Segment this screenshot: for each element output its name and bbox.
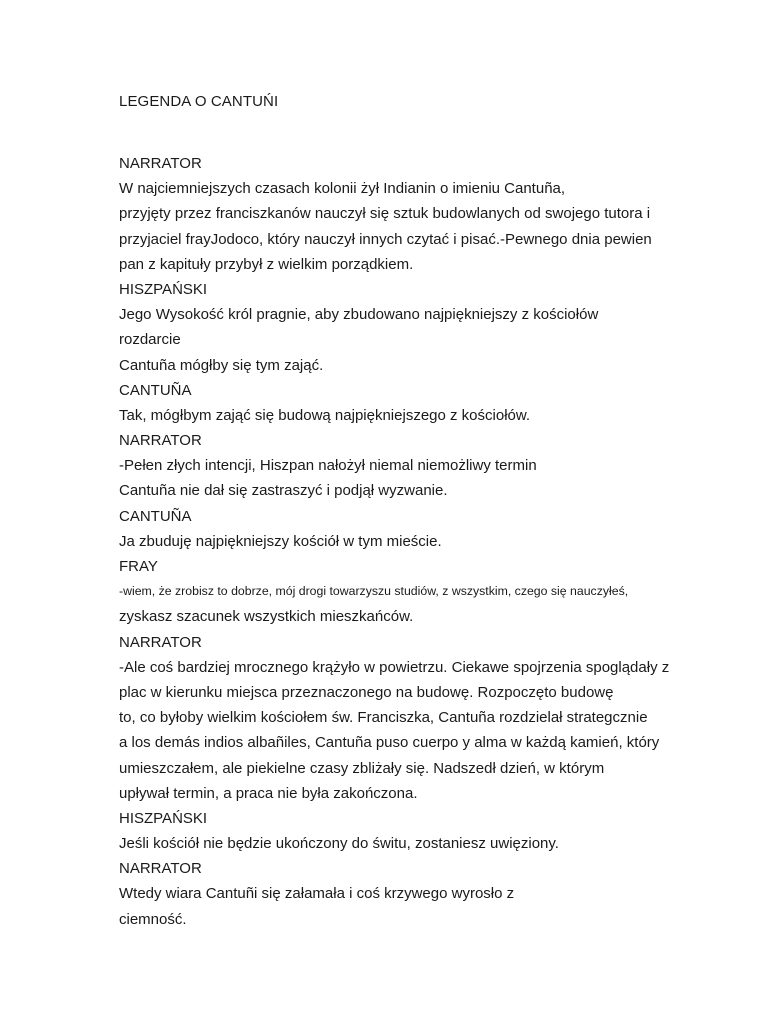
document-title: LEGENDA O CANTUŃI <box>119 93 279 110</box>
text-line: a los demás indios albañiles, Cantuña puso cuerpo y alma w każdą kamień, który <box>119 734 660 752</box>
text-line: Jego Wysokość król pragnie, aby zbudowano najpiękniejszy z kościołów <box>119 306 599 324</box>
text-line: Wtedy wiara Cantuñi się załamała i coś krzywego wyrosło z <box>119 885 515 903</box>
text-line: przyjęty przez franciszkanów nauczył się sztuk budowlanych od swojego tutora i <box>119 205 651 223</box>
text-line: CANTUÑA <box>119 381 192 399</box>
text-line: przyjaciel frayJodoco, który nauczył innych czytać i pisać.-Pewnego dnia pewien <box>119 230 652 248</box>
text-line: HISZPAŃSKI <box>119 280 208 298</box>
document-body <box>119 151 719 932</box>
text-line: Tak, mógłbym zająć się budową najpiękniejszego z kościołów. <box>119 406 531 424</box>
text-line: NARRATOR <box>119 155 202 172</box>
text-line: NARRATOR <box>119 633 202 651</box>
text-line: Cantuña mógłby się tym zająć. <box>119 356 324 374</box>
text-line: zyskasz szacunek wszystkich mieszkańców. <box>119 608 414 626</box>
text-line: -Pełen złych intencji, Hiszpan nałożył niemal niemożliwy termin <box>119 457 537 475</box>
text-line: ciemność. <box>119 910 187 928</box>
text-line: pan z kapituły przybył z wielkim porządkiem. <box>119 255 414 273</box>
text-line: Ja zbuduję najpiękniejszy kościół w tym mieście. <box>119 532 442 550</box>
text-line: -wiem, że zrobisz to dobrze, mój drogi towarzyszu studiów, z wszystkim, czego się nauczyłeś, <box>119 584 629 599</box>
text-line: CANTUÑA <box>119 507 192 525</box>
text-line: to, co byłoby wielkim kościołem św. Franciszka, Cantuña rozdzielał strategcznie <box>119 709 648 727</box>
text-line: NARRATOR <box>119 432 202 450</box>
text-line: umieszczałem, ale piekielne czasy zbliżały się. Nadszedł dzień, w którym <box>119 759 605 777</box>
text-line: HISZPAŃSKI <box>119 809 208 827</box>
text-line: Jeśli kościół nie będzie ukończony do świtu, zostaniesz uwięziony. <box>119 835 559 853</box>
text-line: NARRATOR <box>119 860 202 878</box>
text-line: rozdarcie <box>119 331 181 349</box>
text-line: -Ale coś bardziej mrocznego krążyło w powietrzu. Ciekawe spojrzenia spoglądały z <box>119 658 670 676</box>
text-line: Cantuña nie dał się zastraszyć i podjął wyzwanie. <box>119 482 448 500</box>
text-line: upływał termin, a praca nie była zakończona. <box>119 784 418 802</box>
text-line: FRAY <box>119 558 158 575</box>
text-line: W najciemniejszych czasach kolonii żył Indianin o imieniu Cantuña, <box>119 180 566 198</box>
text-line: plac w kierunku miejsca przeznaczonego na budowę. Rozpoczęto budowę <box>119 683 614 701</box>
